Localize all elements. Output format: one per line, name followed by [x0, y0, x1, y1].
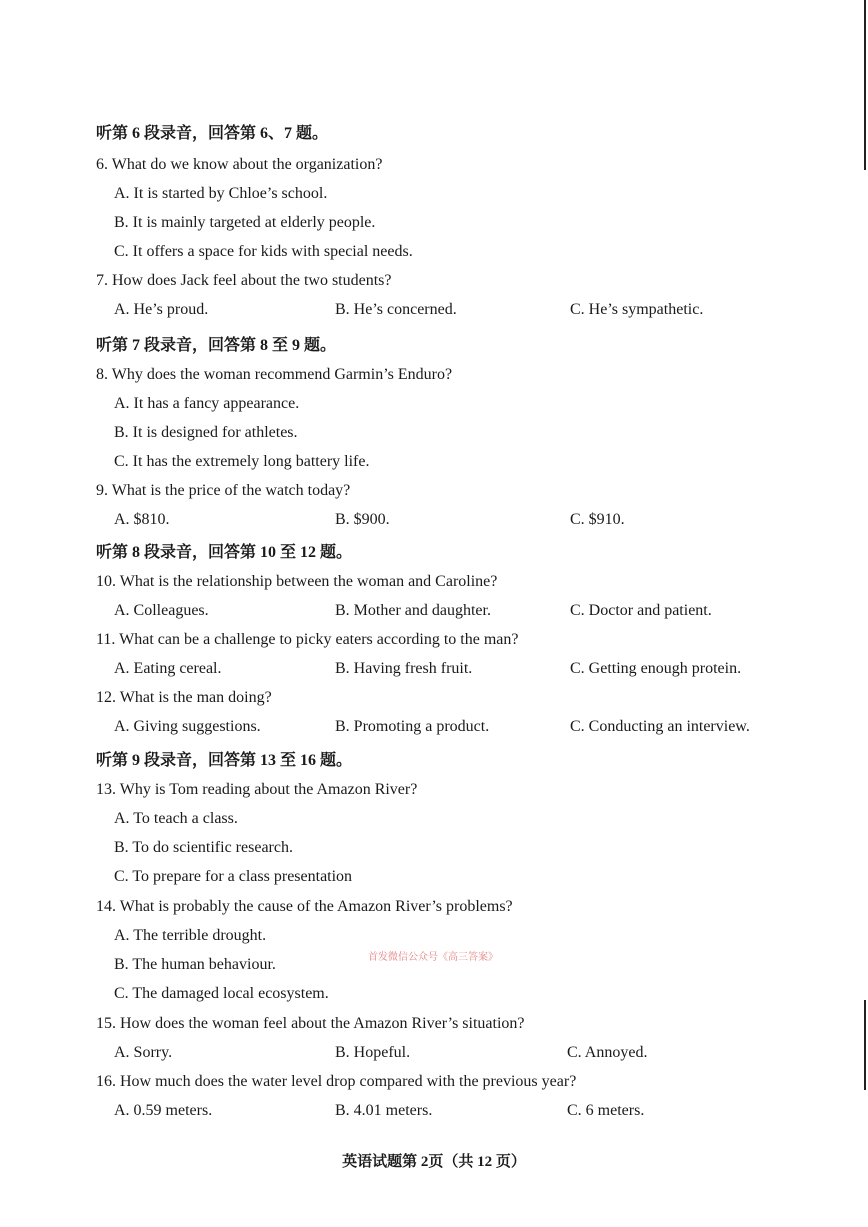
question-7-option-c: C. He’s sympathetic. [570, 301, 704, 318]
question-9-option-c: C. $910. [570, 511, 625, 528]
page-footer: 英语试题第 2页（共 12 页） [342, 1154, 526, 1170]
question-11-option-b: B. Having fresh fruit. [335, 660, 473, 677]
question-13-option-c: C. To prepare for a class presentation [114, 868, 353, 885]
question-6-option-c: C. It offers a space for kids with special needs. [114, 243, 413, 260]
question-11-option-c: C. Getting enough protein. [570, 660, 742, 677]
question-15-option-c: C. Annoyed. [567, 1044, 648, 1061]
question-15-option-b: B. Hopeful. [335, 1044, 411, 1061]
question-13-stem: 13. Why is Tom reading about the Amazon River? [96, 781, 418, 798]
question-9-option-a: A. $810. [114, 511, 170, 528]
question-6-option-a: A. It is started by Chloe’s school. [114, 185, 328, 202]
question-6-option-b: B. It is mainly targeted at elderly people. [114, 214, 376, 231]
question-12-stem: 12. What is the man doing? [96, 689, 272, 706]
question-12-option-c: C. Conducting an interview. [570, 718, 750, 735]
question-10-stem: 10. What is the relationship between the woman and Caroline? [96, 573, 498, 590]
question-7-stem: 7. How does Jack feel about the two students? [96, 272, 392, 289]
scan-edge-top [864, 0, 866, 170]
question-16-option-c: C. 6 meters. [567, 1102, 645, 1119]
question-9-option-b: B. $900. [335, 511, 390, 528]
question-10-option-a: A. Colleagues. [114, 602, 209, 619]
scan-edge-bottom [864, 1000, 866, 1090]
question-7-option-b: B. He’s concerned. [335, 301, 457, 318]
question-16-stem: 16. How much does the water level drop compared with the previous year? [96, 1073, 577, 1090]
question-6-stem: 6. What do we know about the organization? [96, 156, 383, 173]
question-10-option-c: C. Doctor and patient. [570, 602, 712, 619]
question-9-stem: 9. What is the price of the watch today? [96, 482, 351, 499]
question-12-option-a: A. Giving suggestions. [114, 718, 261, 735]
question-16-option-a: A. 0.59 meters. [114, 1102, 213, 1119]
question-10-option-b: B. Mother and daughter. [335, 602, 491, 619]
question-13-option-b: B. To do scientific research. [114, 839, 293, 856]
question-14-stem: 14. What is probably the cause of the Amazon River’s problems? [96, 898, 513, 915]
question-14-option-a: A. The terrible drought. [114, 927, 267, 944]
question-8-option-b: B. It is designed for athletes. [114, 424, 298, 441]
question-7-option-a: A. He’s proud. [114, 301, 209, 318]
question-15-stem: 15. How does the woman feel about the Amazon River’s situation? [96, 1015, 525, 1032]
question-14-option-c: C. The damaged local ecosystem. [114, 985, 329, 1002]
question-13-option-a: A. To teach a class. [114, 810, 238, 827]
section-heading-7: 听第 7 段录音，回答第 8 至 9 题。 [96, 337, 337, 354]
question-14-option-b: B. The human behaviour. [114, 956, 276, 973]
section-heading-6: 听第 6 段录音，回答第 6、7 题。 [96, 125, 329, 142]
section-heading-8: 听第 8 段录音，回答第 10 至 12 题。 [96, 544, 353, 561]
question-12-option-b: B. Promoting a product. [335, 718, 490, 735]
question-8-option-c: C. It has the extremely long battery life. [114, 453, 370, 470]
question-15-option-a: A. Sorry. [114, 1044, 173, 1061]
question-11-option-a: A. Eating cereal. [114, 660, 222, 677]
section-heading-9: 听第 9 段录音，回答第 13 至 16 题。 [96, 752, 353, 769]
question-11-stem: 11. What can be a challenge to picky eaters according to the man? [96, 631, 519, 648]
question-8-stem: 8. Why does the woman recommend Garmin’s Enduro? [96, 366, 453, 383]
question-16-option-b: B. 4.01 meters. [335, 1102, 433, 1119]
question-8-option-a: A. It has a fancy appearance. [114, 395, 300, 412]
watermark: 首发微信公众号《高三答案》 [368, 952, 498, 963]
